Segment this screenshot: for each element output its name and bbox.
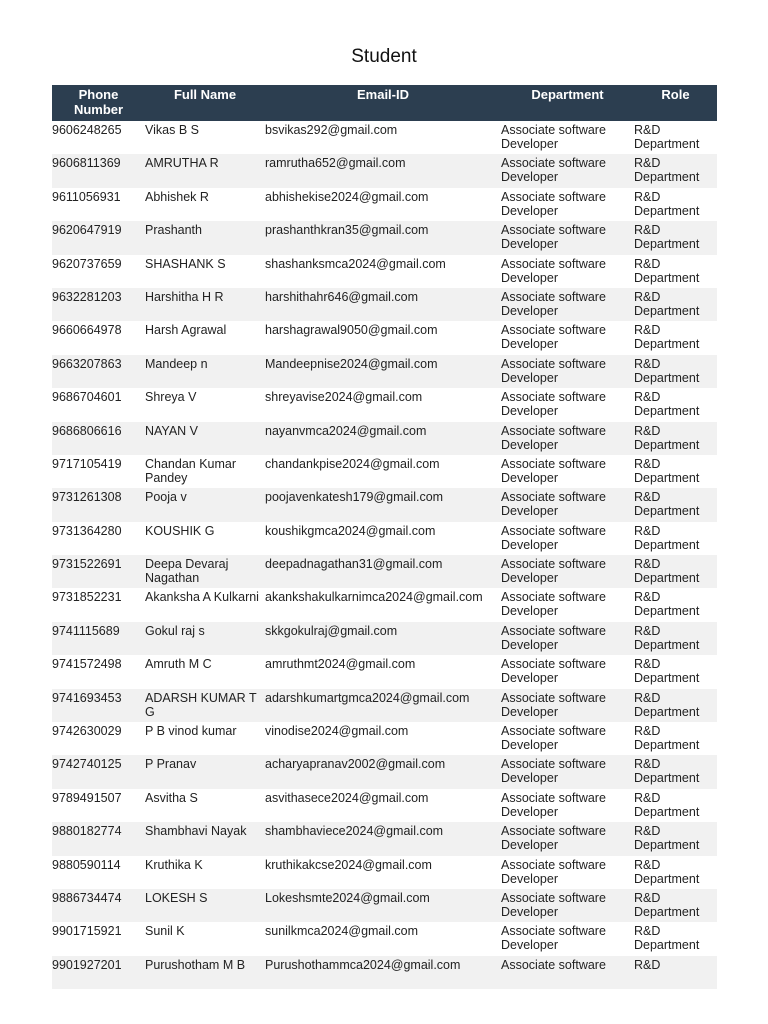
table-row <box>52 154 717 187</box>
role-cell: R&D Department <box>634 755 717 788</box>
phone-cell: 9606248265 <box>52 121 145 154</box>
full-name-cell: ADARSH KUMAR T G <box>145 689 265 722</box>
full-name-cell: Shambhavi Nayak <box>145 822 265 855</box>
full-name-cell: Chandan Kumar Pandey <box>145 455 265 488</box>
student-table-container <box>52 85 717 989</box>
email-cell: sunilkmca2024@gmail.com <box>265 922 501 955</box>
full-name-cell: Purushotham M B <box>145 956 265 989</box>
phone-cell: 9731261308 <box>52 488 145 521</box>
role-cell: R&D Department <box>634 121 717 154</box>
email-cell: akankshakulkarnimca2024@gmail.com <box>265 588 501 621</box>
department-cell: Associate software Developer <box>501 188 634 221</box>
table-row <box>52 588 717 621</box>
table-row <box>52 956 717 989</box>
role-cell: R&D Department <box>634 856 717 889</box>
table-row <box>52 622 717 655</box>
phone-cell: 9660664978 <box>52 321 145 354</box>
email-cell: koushikgmca2024@gmail.com <box>265 522 501 555</box>
phone-cell: 9742740125 <box>52 755 145 788</box>
table-row <box>52 655 717 688</box>
department-cell: Associate software Developer <box>501 355 634 388</box>
department-cell: Associate software Developer <box>501 789 634 822</box>
email-cell: shreyavise2024@gmail.com <box>265 388 501 421</box>
phone-cell: 9901927201 <box>52 956 145 989</box>
phone-cell: 9620737659 <box>52 255 145 288</box>
department-cell: Associate software Developer <box>501 321 634 354</box>
phone-cell: 9886734474 <box>52 889 145 922</box>
full-name-cell: Deepa Devaraj Nagathan <box>145 555 265 588</box>
email-cell: deepadnagathan31@gmail.com <box>265 555 501 588</box>
full-name-cell: Asvitha S <box>145 789 265 822</box>
table-row <box>52 856 717 889</box>
department-cell: Associate software Developer <box>501 689 634 722</box>
email-cell: harshithahr646@gmail.com <box>265 288 501 321</box>
full-name-cell: Pooja v <box>145 488 265 521</box>
role-cell: R&D Department <box>634 522 717 555</box>
department-cell: Associate software Developer <box>501 422 634 455</box>
email-cell: poojavenkatesh179@gmail.com <box>265 488 501 521</box>
phone-cell: 9731522691 <box>52 555 145 588</box>
phone-cell: 9717105419 <box>52 455 145 488</box>
role-cell: R&D Department <box>634 588 717 621</box>
department-cell: Associate software Developer <box>501 121 634 154</box>
table-row <box>52 188 717 221</box>
role-cell: R&D Department <box>634 255 717 288</box>
role-cell: R&D Department <box>634 789 717 822</box>
phone-cell: 9880590114 <box>52 856 145 889</box>
phone-cell: 9741572498 <box>52 655 145 688</box>
phone-cell: 9620647919 <box>52 221 145 254</box>
email-cell: Mandeepnise2024@gmail.com <box>265 355 501 388</box>
phone-cell: 9632281203 <box>52 288 145 321</box>
phone-cell: 9880182774 <box>52 822 145 855</box>
email-cell: abhishekise2024@gmail.com <box>265 188 501 221</box>
email-cell: ramrutha652@gmail.com <box>265 154 501 187</box>
table-row <box>52 255 717 288</box>
role-cell: R&D Department <box>634 188 717 221</box>
table-row <box>52 288 717 321</box>
page-title: Student <box>351 46 417 67</box>
department-cell: Associate software Developer <box>501 388 634 421</box>
phone-cell: 9789491507 <box>52 789 145 822</box>
email-cell: shashanksmca2024@gmail.com <box>265 255 501 288</box>
full-name-cell: Vikas B S <box>145 121 265 154</box>
role-cell: R&D Department <box>634 889 717 922</box>
email-cell: shambhaviece2024@gmail.com <box>265 822 501 855</box>
department-cell: Associate software Developer <box>501 555 634 588</box>
table-row <box>52 455 717 488</box>
role-cell: R&D Department <box>634 488 717 521</box>
department-cell: Associate software Developer <box>501 455 634 488</box>
full-name-cell: Sunil K <box>145 922 265 955</box>
email-cell: Lokeshsmte2024@gmail.com <box>265 889 501 922</box>
full-name-cell: NAYAN V <box>145 422 265 455</box>
role-cell: R&D Department <box>634 154 717 187</box>
full-name-cell: Amruth M C <box>145 655 265 688</box>
role-cell: R&D Department <box>634 655 717 688</box>
header-row <box>52 85 717 121</box>
phone-cell: 9686704601 <box>52 388 145 421</box>
full-name-cell: Abhishek R <box>145 188 265 221</box>
email-cell: kruthikakcse2024@gmail.com <box>265 856 501 889</box>
table-row <box>52 221 717 254</box>
department-cell: Associate software Developer <box>501 622 634 655</box>
department-cell: Associate software Developer <box>501 588 634 621</box>
table-row <box>52 121 717 154</box>
full-name-cell: KOUSHIK G <box>145 522 265 555</box>
role-cell: R&D Department <box>634 922 717 955</box>
table-row <box>52 922 717 955</box>
email-cell: chandankpise2024@gmail.com <box>265 455 501 488</box>
department-cell: Associate software Developer <box>501 154 634 187</box>
role-cell: R&D Department <box>634 288 717 321</box>
email-cell: harshagrawal9050@gmail.com <box>265 321 501 354</box>
role-cell: R&D Department <box>634 689 717 722</box>
table-row <box>52 822 717 855</box>
full-name-cell: Kruthika K <box>145 856 265 889</box>
department-cell: Associate software Developer <box>501 755 634 788</box>
department-cell: Associate software Developer <box>501 922 634 955</box>
department-cell: Associate software Developer <box>501 722 634 755</box>
table-row <box>52 388 717 421</box>
phone-cell: 9606811369 <box>52 154 145 187</box>
role-cell: R&D Department <box>634 622 717 655</box>
role-cell: R&D Department <box>634 555 717 588</box>
table-row <box>52 355 717 388</box>
table-row <box>52 321 717 354</box>
email-cell: nayanvmca2024@gmail.com <box>265 422 501 455</box>
full-name-cell: Prashanth <box>145 221 265 254</box>
email-cell: asvithasece2024@gmail.com <box>265 789 501 822</box>
table-row <box>52 555 717 588</box>
role-cell: R&D Department <box>634 321 717 354</box>
email-cell: prashanthkran35@gmail.com <box>265 221 501 254</box>
full-name-cell: Akanksha A Kulkarni <box>145 588 265 621</box>
role-cell: R&D Department <box>634 355 717 388</box>
department-cell: Associate software Developer <box>501 255 634 288</box>
department-cell: Associate software Developer <box>501 822 634 855</box>
column-header-email: Email-ID <box>265 85 501 121</box>
table-row <box>52 689 717 722</box>
email-cell: acharyapranav2002@gmail.com <box>265 755 501 788</box>
role-cell: R&D Department <box>634 455 717 488</box>
table-row <box>52 789 717 822</box>
phone-cell: 9663207863 <box>52 355 145 388</box>
full-name-cell: AMRUTHA R <box>145 154 265 187</box>
email-cell: adarshkumartgmca2024@gmail.com <box>265 689 501 722</box>
column-header-department: Department <box>501 85 634 121</box>
email-cell: vinodise2024@gmail.com <box>265 722 501 755</box>
department-cell: Associate software Developer <box>501 655 634 688</box>
table-header <box>52 85 717 121</box>
phone-cell: 9741693453 <box>52 689 145 722</box>
phone-cell: 9731852231 <box>52 588 145 621</box>
table-row <box>52 522 717 555</box>
phone-cell: 9741115689 <box>52 622 145 655</box>
role-cell: R&D Department <box>634 221 717 254</box>
department-cell: Associate software Developer <box>501 856 634 889</box>
table-row <box>52 488 717 521</box>
email-cell: Purushothammca2024@gmail.com <box>265 956 501 989</box>
column-header-full-name: Full Name <box>145 85 265 121</box>
column-header-role: Role <box>634 85 717 121</box>
full-name-cell: Harsh Agrawal <box>145 321 265 354</box>
role-cell: R&D <box>634 956 717 989</box>
email-cell: skkgokulraj@gmail.com <box>265 622 501 655</box>
full-name-cell: Mandeep n <box>145 355 265 388</box>
table-row <box>52 755 717 788</box>
student-table <box>52 85 717 989</box>
full-name-cell: P B vinod kumar <box>145 722 265 755</box>
full-name-cell: LOKESH S <box>145 889 265 922</box>
column-header-phone: Phone Number <box>52 85 145 121</box>
full-name-cell: Shreya V <box>145 388 265 421</box>
department-cell: Associate software <box>501 956 634 989</box>
department-cell: Associate software Developer <box>501 522 634 555</box>
full-name-cell: P Pranav <box>145 755 265 788</box>
email-cell: amruthmt2024@gmail.com <box>265 655 501 688</box>
full-name-cell: SHASHANK S <box>145 255 265 288</box>
role-cell: R&D Department <box>634 422 717 455</box>
role-cell: R&D Department <box>634 822 717 855</box>
phone-cell: 9742630029 <box>52 722 145 755</box>
department-cell: Associate software Developer <box>501 488 634 521</box>
phone-cell: 9611056931 <box>52 188 145 221</box>
table-row <box>52 889 717 922</box>
department-cell: Associate software Developer <box>501 221 634 254</box>
table-body <box>52 121 717 989</box>
full-name-cell: Gokul raj s <box>145 622 265 655</box>
full-name-cell: Harshitha H R <box>145 288 265 321</box>
phone-cell: 9901715921 <box>52 922 145 955</box>
table-row <box>52 422 717 455</box>
department-cell: Associate software Developer <box>501 288 634 321</box>
phone-cell: 9731364280 <box>52 522 145 555</box>
phone-cell: 9686806616 <box>52 422 145 455</box>
table-row <box>52 722 717 755</box>
department-cell: Associate software Developer <box>501 889 634 922</box>
email-cell: bsvikas292@gmail.com <box>265 121 501 154</box>
role-cell: R&D Department <box>634 722 717 755</box>
role-cell: R&D Department <box>634 388 717 421</box>
